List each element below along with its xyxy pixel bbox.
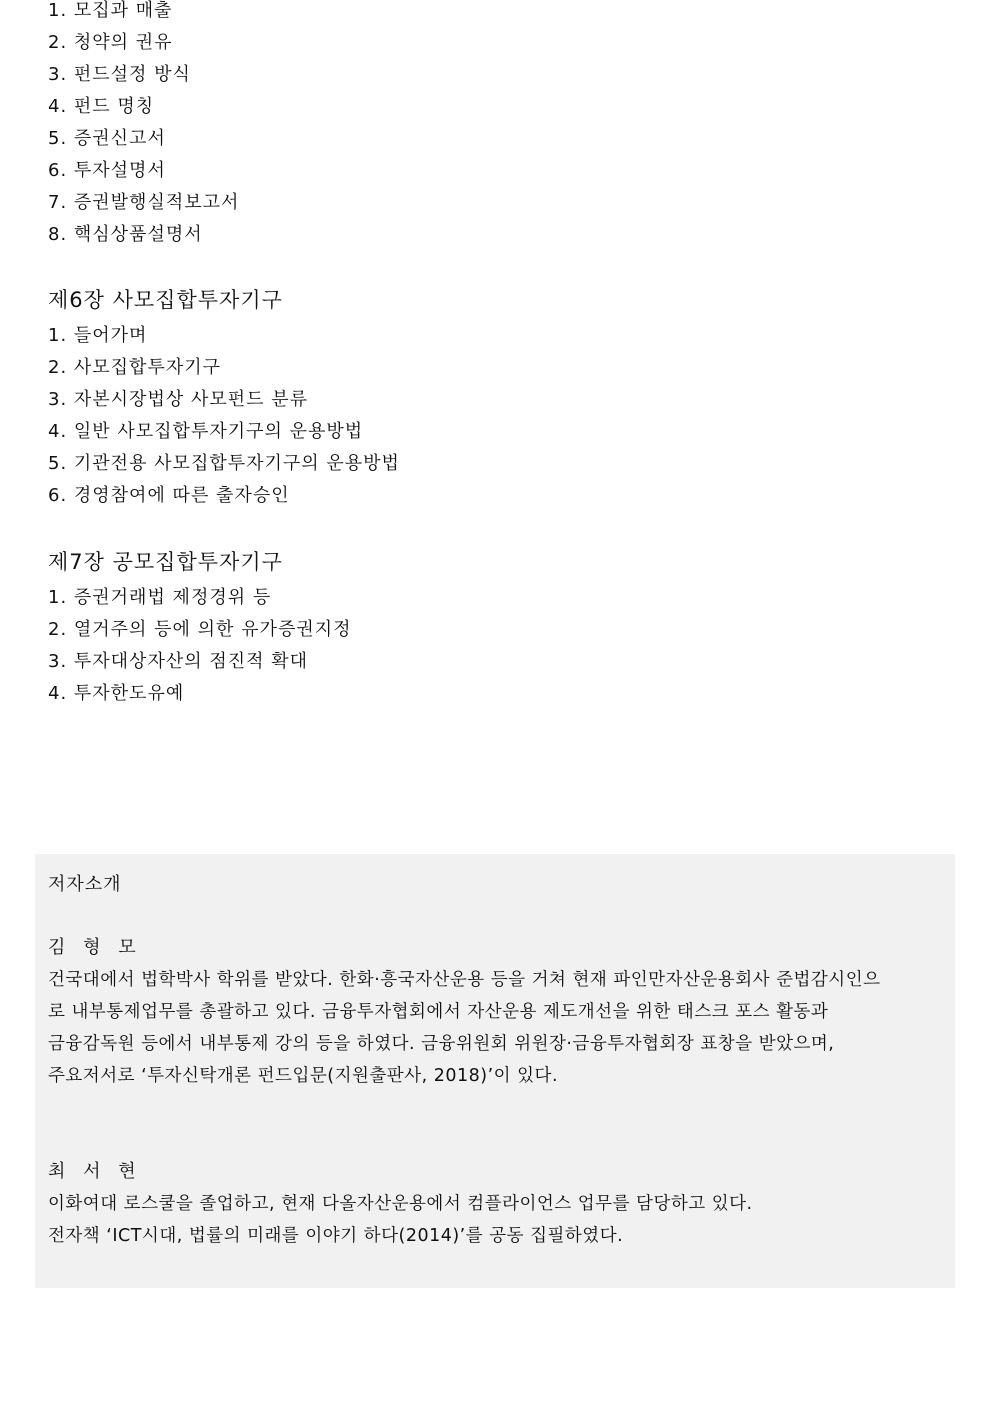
bio-line: 금융감독원 등에서 내부통제 강의 등을 하였다. 금융위원회 위원장·금융투자협회장 표창을 받았으며, — [48, 1034, 835, 1054]
toc-item: 8. 핵심상품설명서 — [48, 224, 203, 245]
toc-item: 4. 투자한도유예 — [48, 683, 185, 704]
toc-item: 1. 들어가며 — [48, 325, 148, 346]
author-entry — [48, 1156, 948, 1252]
author-bio — [48, 964, 948, 1092]
chapter6-toc — [48, 286, 948, 512]
toc-item: 2. 사모집합투자기구 — [48, 357, 221, 378]
chapter-title: 제6장 사모집합투자기구 — [48, 288, 283, 312]
bio-line: 로 내부통제업무를 총괄하고 있다. 금융투자협회에서 자산운용 제도개선을 위한 태스크 포스 활동과 — [48, 1002, 829, 1022]
toc-item: 4. 일반 사모집합투자기구의 운용방법 — [48, 421, 364, 442]
toc-item: 6. 투자설명서 — [48, 160, 166, 181]
author-entry — [48, 932, 948, 1092]
chapter5-toc — [48, 0, 948, 251]
author-bio — [48, 1188, 948, 1252]
chapter5-list — [48, 0, 948, 251]
author-intro-box — [35, 854, 955, 1288]
bio-line: 전자책 ‘ICT시대, 법률의 미래를 이야기 하다(2014)’를 공동 집필하였다. — [48, 1226, 624, 1246]
bio-line: 주요저서로 ‘투자신탁개론 펀드입문(지원출판사, 2018)’이 있다. — [48, 1066, 559, 1086]
bio-line: 이화여대 로스쿨을 졸업하고, 현재 다올자산운용에서 컴플라이언스 업무를 담당하고 있다. — [48, 1194, 753, 1214]
toc-item: 7. 증권발행실적보고서 — [48, 192, 240, 213]
chapter7-list — [48, 582, 948, 710]
chapter6-list — [48, 320, 948, 512]
toc-item: 5. 증권신고서 — [48, 128, 166, 149]
toc-item: 1. 모집과 매출 — [48, 0, 173, 21]
bio-line: 건국대에서 법학박사 학위를 받았다. 한화·흥국자산운용 등을 거쳐 현재 파인만자산운용회사 준법감시인으 — [48, 970, 881, 990]
toc-item: 4. 펀드 명칭 — [48, 96, 155, 117]
toc-item: 3. 투자대상자산의 점진적 확대 — [48, 651, 308, 672]
toc-item: 2. 열거주의 등에 의한 유가증권지정 — [48, 619, 352, 640]
chapter7-toc — [48, 548, 948, 710]
toc-item: 2. 청약의 권유 — [48, 32, 173, 53]
author-name: 최 서 현 — [48, 1161, 142, 1182]
author-name: 김 형 모 — [48, 937, 142, 958]
toc-item: 1. 증권거래법 제정경위 등 — [48, 587, 272, 608]
toc-item: 5. 기관전용 사모집합투자기구의 운용방법 — [48, 453, 400, 474]
toc-item: 3. 자본시장법상 사모펀드 분류 — [48, 389, 308, 410]
author-section-title: 저자소개 — [48, 874, 122, 895]
toc-item: 3. 펀드설정 방식 — [48, 64, 191, 85]
toc-item: 6. 경영참여에 따른 출자승인 — [48, 485, 290, 506]
chapter-title: 제7장 공모집합투자기구 — [48, 550, 283, 574]
